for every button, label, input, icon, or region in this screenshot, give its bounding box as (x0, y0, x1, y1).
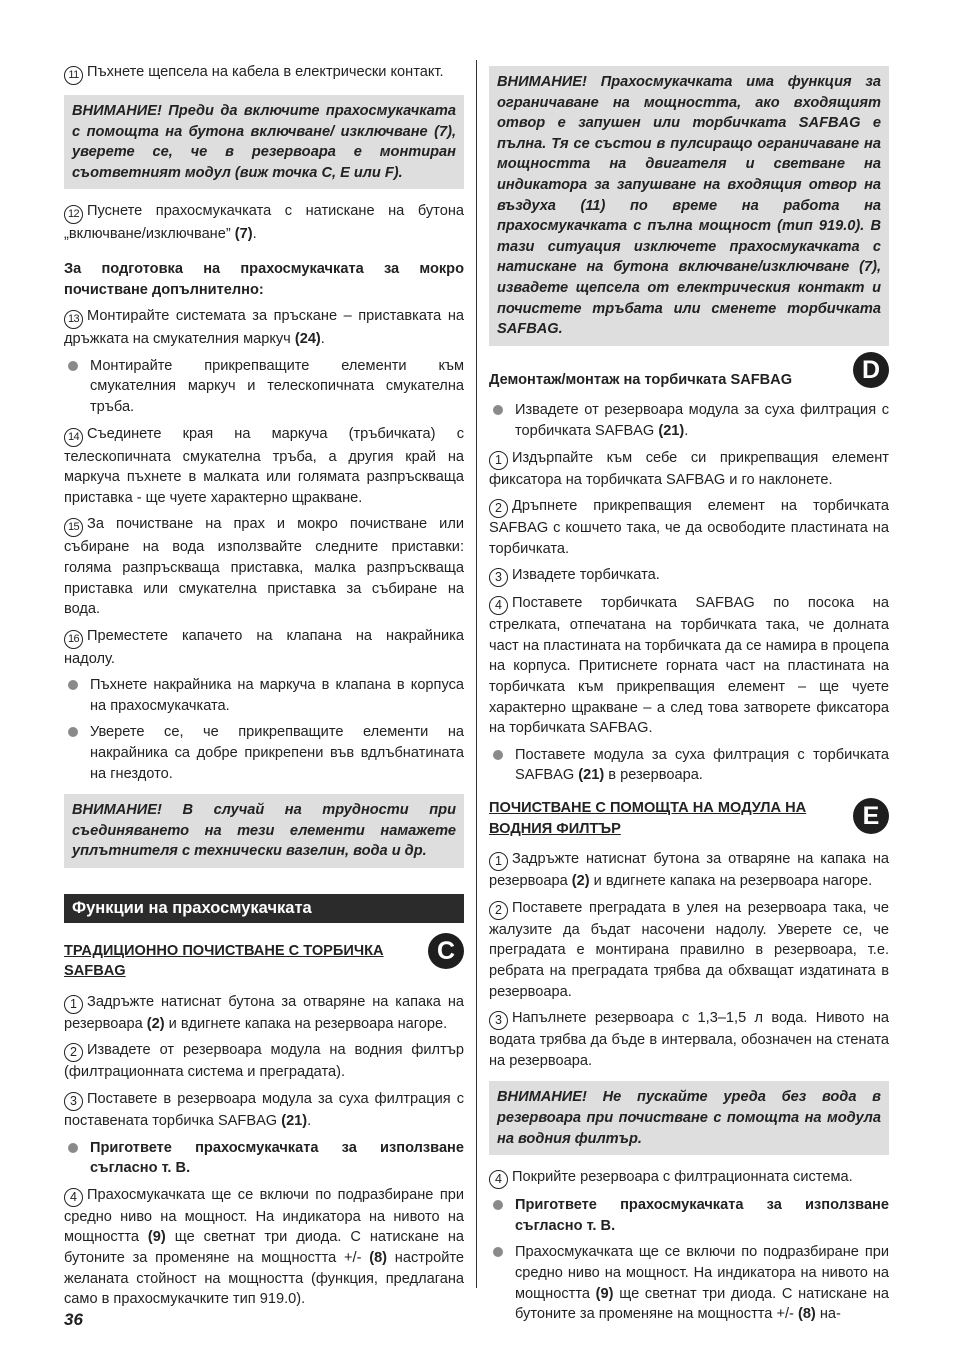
wet-cleaning-intro: За подготовка на прахосмукачката за мокро почистване допълнително: (64, 260, 464, 298)
heading-c-row (64, 936, 464, 982)
step-c3: 3 Поставете в резервоара модула за суха филтрация с поставената торбичка SAFBAG (21). (64, 1091, 464, 1129)
subsection-heading: ПОЧИСТВАНЕ С ПОМОЩТА НА МОДУЛА НА ВОДНИЯ ФИЛТЪР (489, 800, 807, 837)
step-number: 1 (489, 451, 508, 470)
step-number: 16 (64, 630, 83, 649)
warning-box: ВНИМАНИЕ! В случай на трудности при съединяването на тези елементи намажете уплътнителя с технически вазелин, вода и др. (64, 794, 464, 868)
page-number: 36 (64, 1310, 83, 1329)
bullet-item: Монтирайте прикрепващите елементи към смукателния маркуч и телескопичната смукателна тръба. (64, 356, 464, 418)
step-d2: 2 Дръпнете прикрепващия елемент на торбичката SAFBAG с кошчето така, че да освободите пластината на торбичката. (489, 498, 889, 557)
step-number: 2 (489, 901, 508, 920)
step-number: 4 (64, 1188, 83, 1207)
step-number: 14 (64, 428, 83, 447)
bullet-item: Прахосмукачката ще се включи по подразбиране при средно ниво на мощност. На индикатора на нивото на мощността (9) ще светнат три диода. С натискане на бутоните за променяне на мощността +/- (8) на- (489, 1242, 889, 1324)
step-13: 13 Монтирайте системата за пръскане – приставката на дръжката на смукателния маркуч (24). (64, 308, 464, 348)
step-11: 11 Пъхнете щепсела на кабела в електрически контакт. (64, 62, 464, 85)
step-d1: 1 Издърпайте към себе си прикрепващия елемент фиксатора на торбичката SAFBAG и го наклонете. (489, 449, 889, 488)
step-c4: 4 Прахосмукачката ще се включи по подразбиране при средно ниво на мощност. На индикатора на нивото на мощността (9) ще светнат три диода. С натискане на бутоните за променяне на мощността +/- (8) настройте желаната стойност на мощността (функция, предлагана само в прахосмукачките тип 919.0). (64, 1186, 464, 1308)
step-number: 2 (489, 499, 508, 518)
bullet-item: Пъхнете накрайника на маркуча в клапана в корпуса на прахосмукачката. (64, 675, 464, 716)
bullet-item: Извадете от резервоара модула за суха филтрация с торбичката SAFBAG (21). (489, 400, 889, 441)
step-e3: 3 Напълнете резервоара с 1,3–1,5 л вода. Нивото на водата трябва да бъде в интервала, обозначен на стената на резервоара. (489, 1010, 889, 1069)
step-d3: 3 Извадете торбичката. (489, 565, 889, 587)
step-number: 13 (64, 310, 83, 329)
bullet-item: Поставете модула за суха филтрация с торбичката SAFBAG (21) в резервоара. (489, 745, 889, 786)
step-number: 3 (64, 1092, 83, 1111)
step-number: 3 (489, 1011, 508, 1030)
step-c1: 1 Задръжте натиснат бутона за отваряне на капака на резервоара (2) и вдигнете капака на резервоара нагоре. (64, 993, 464, 1032)
step-12: 12 Пуснете прахосмукачката с натискане на бутона „включване/изключване” (7). (64, 203, 464, 243)
step-c2: 2 Извадете от резервоара модула на водния филтър (филтрационната система и преградата). (64, 1042, 464, 1081)
step-e2: 2 Поставете преградата в улея на резервоара така, че жалузите да бъдат насочени надолу. Уверете се, че преградата е монтирана правилно в резервоара, т.е. ребрата на преградата трябва да обхващат издатината в резервоара. (489, 899, 889, 1000)
heading-e-row (489, 798, 889, 839)
subsection-heading: Демонтаж/монтаж на торбичката SAFBAG (489, 371, 793, 388)
section-title: Функции на прахосмукачката (64, 894, 464, 923)
step-number: 3 (489, 568, 508, 587)
bullet-item: Пригответе прахосмукачката за използване съгласно т. B. (64, 1138, 464, 1179)
heading-d-row (489, 355, 889, 391)
subsection-heading: ТРАДИЦИОННО ПОЧИСТВАНЕ С ТОРБИЧКА SAFBAG (64, 942, 384, 980)
bullet-item: Уверете се, че прикрепващите елементи на накрайника са добре прикрепени във вдлъбнатината на гнездото. (64, 722, 464, 784)
section-letter-badge: D (853, 352, 889, 388)
step-number: 4 (489, 1170, 508, 1189)
left-column (64, 62, 464, 1316)
column-divider (476, 60, 477, 1288)
warning-box: ВНИМАНИЕ! Прахосмукачката има функция за ограничаване на мощността, ако входящият отвор е запушен или торбичката SAFBAG е пълна. Тя се състои в пулсиращо ограничаване на мощността на двигателя и светване на индикатора за запушване на входящия отвор на въздуха (11) по време на работа на прахосмукачката с пълна мощност (тип 919.0). В тази ситуация изключете прахосмукачката с натискане на бутона включване/изключване (7), извадете щепсела от електрическия контакт и почистете тръбата или сменете торбичката SAFBAG. (489, 66, 889, 346)
warning-box: ВНИМАНИЕ! Преди да включите прахосмукачката с помощта на бутона включване/ изключване (7), уверете се, че в резервоара е монтиран съответният модул (виж точка C, E или F). (64, 95, 464, 189)
step-number: 4 (489, 596, 508, 615)
step-14: 14 Съединете края на маркуча (тръбичката) с телескопичната смукателна тръба, а другия край на маркуча пъхнете в малката или голямата разпръскваща приставка - ще чуете характерно щракване. (64, 425, 464, 506)
step-number: 2 (64, 1043, 83, 1062)
section-letter-badge: E (853, 798, 889, 834)
step-number: 15 (64, 518, 83, 537)
step-number: 12 (64, 205, 83, 224)
warning-box: ВНИМАНИЕ! Не пускайте уреда без вода в резервоара при почистване с помощта на модула на водния филтър. (489, 1081, 889, 1155)
step-e4: 4 Покрийте резервоара с филтрационната система. (489, 1167, 889, 1189)
step-e1: 1 Задръжте натиснат бутона за отваряне на капака на резервоара (2) и вдигнете капака на резервоара нагоре. (489, 851, 889, 890)
section-letter-badge: C (428, 933, 464, 969)
step-number: 1 (64, 995, 83, 1014)
step-d4: 4 Поставете торбичката SAFBAG по посока на стрелката, отпечатана на торбичката така, че долната част на пластината на торбичката да се намира в процепа на корпуса. Притиснете горната част на пластината на торбичката към прикрепващия елемент – ще чуете характерно щракване – а след това затворете фиксатора на торбичката SAFBAG. (489, 595, 889, 737)
step-15: 15 За почистване на прах и мокро почистване или събиране на вода използвайте следните приставки: голяма разпръскваща приставка, малка разпръскваща приставка или смукателна приставка за събиране на вода. (64, 516, 464, 618)
bullet-item: Пригответе прахосмукачката за използване съгласно т. B. (489, 1195, 889, 1236)
step-number: 11 (64, 66, 83, 85)
step-16: 16 Преместете капачето на клапана на накрайника надолу. (64, 627, 464, 667)
step-number: 1 (489, 852, 508, 871)
right-column (489, 62, 889, 1331)
